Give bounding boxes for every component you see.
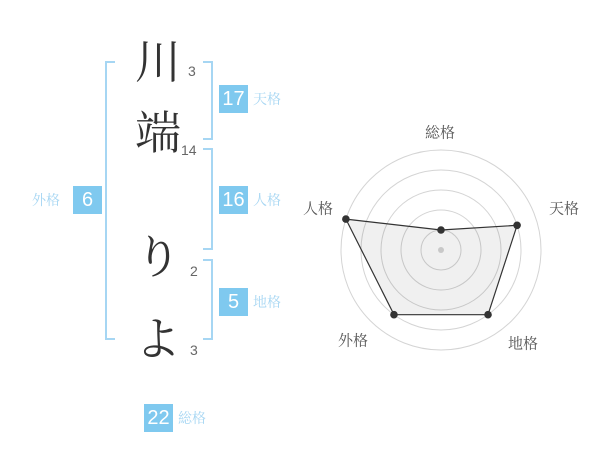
jinkaku-score-label: 人格: [253, 192, 281, 208]
radar-chart-svg: [331, 140, 551, 360]
name-character: よ: [135, 313, 181, 365]
chikaku-bracket: [203, 259, 213, 340]
gaikaku-score-label: 外格: [32, 192, 60, 208]
radar-axis-label-tenkaku: 天格: [548, 200, 580, 218]
tenkaku-bracket: [203, 61, 213, 140]
name-character: り: [135, 231, 181, 283]
gaikaku-score: [32, 186, 102, 214]
stroke-count: 14: [181, 142, 197, 158]
jinkaku-score-badge: 16: [219, 186, 248, 214]
stroke-count: 3: [188, 63, 196, 79]
radar-axis-label-jinkaku: 人格: [302, 200, 334, 218]
chikaku-score: [219, 288, 281, 316]
fortune-radar-chart: [300, 105, 600, 375]
chikaku-score-badge: 5: [219, 288, 248, 316]
name-character: 川: [135, 36, 181, 88]
stroke-count: 2: [190, 263, 198, 279]
soukaku-score-badge: 22: [144, 404, 173, 432]
tenkaku-score: [219, 85, 281, 113]
name-character: 端: [135, 107, 181, 159]
radar-axis-label-chikaku: 地格: [507, 335, 539, 353]
radar-axis-label-gaikaku: 外格: [337, 332, 369, 350]
soukaku-score: [144, 404, 206, 432]
gaikaku-bracket: [105, 61, 115, 340]
radar-axis-label-soukaku: 総格: [424, 124, 456, 142]
tenkaku-score-label: 天格: [253, 91, 281, 107]
soukaku-score-label: 総格: [178, 410, 206, 426]
gaikaku-score-badge: 6: [73, 186, 102, 214]
tenkaku-score-badge: 17: [219, 85, 248, 113]
jinkaku-bracket: [203, 148, 213, 250]
stroke-count: 3: [190, 342, 198, 358]
chikaku-score-label: 地格: [253, 294, 281, 310]
jinkaku-score: [219, 186, 281, 214]
